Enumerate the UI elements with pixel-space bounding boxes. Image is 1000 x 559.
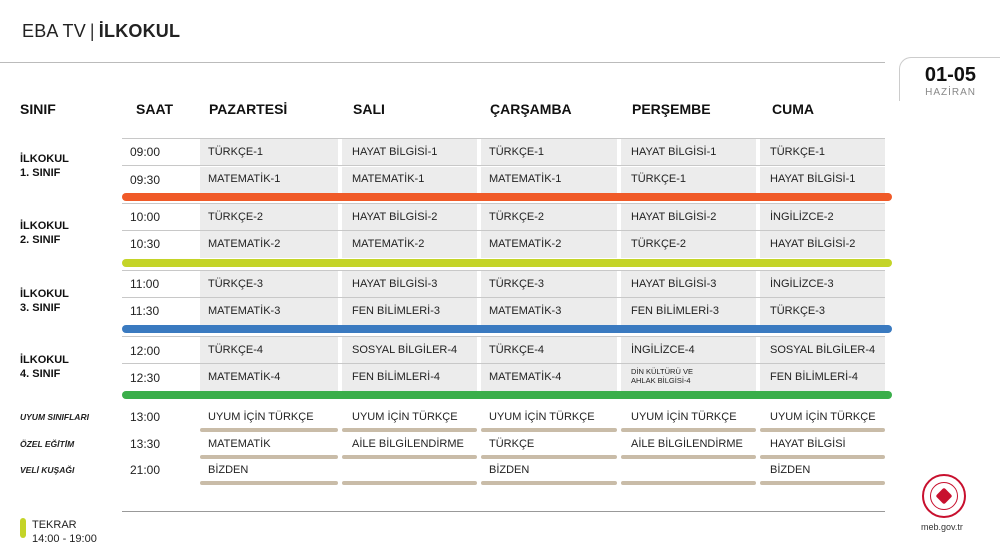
level-label: İLKOKUL [98, 21, 181, 41]
lesson-cell: TÜRKÇE-4 [489, 344, 545, 356]
lesson-cell: MATEMATİK-2 [489, 238, 562, 250]
date-month: HAZİRAN [925, 87, 976, 98]
slot-time: 11:30 [130, 304, 160, 318]
lesson-cell: TÜRKÇE-1 [631, 173, 687, 185]
slot-time: 10:30 [130, 237, 161, 251]
lesson-cell: TÜRKÇE-1 [208, 146, 264, 158]
lesson-cell: FEN BİLİMLERİ-4 [770, 371, 859, 383]
meb-logo-icon [922, 474, 966, 518]
grid-rule [122, 363, 885, 364]
grid-rule [122, 336, 885, 337]
column-header-friday: CUMA [772, 101, 814, 117]
slot-time: 13:00 [130, 410, 161, 424]
special-label: ÖZEL EĞİTİM [20, 439, 75, 449]
lesson-cell: TÜRKÇE-3 [208, 278, 264, 290]
lesson-cell: AİLE BİLGİLENDİRME [352, 438, 464, 450]
special-label: UYUM SINIFLARI [20, 412, 89, 422]
lesson-cell-small: DİN KÜLTÜRÜ VE AHLAK BİLGİSİ-4 [631, 367, 693, 385]
lesson-cell: BİZDEN [770, 464, 811, 476]
lesson-cell: FEN BİLİMLERİ-3 [631, 305, 720, 317]
grid-rule [122, 138, 885, 139]
repeat-color-marker [20, 518, 26, 538]
lesson-cell: TÜRKÇE-3 [489, 278, 545, 290]
class-label-2: İLKOKUL 2. SINIF [20, 220, 69, 246]
lesson-cell: TÜRKÇE-4 [208, 344, 264, 356]
slot-time: 21:00 [130, 463, 161, 477]
grid-rule [122, 203, 885, 204]
lesson-cell: HAYAT BİLGİSİ-3 [631, 278, 717, 290]
lesson-cell: MATEMATİK-2 [208, 238, 281, 250]
lesson-cell: TÜRKÇE-2 [208, 211, 264, 223]
column-header-tuesday: SALI [353, 101, 385, 117]
lesson-cell: TÜRKÇE-2 [631, 238, 687, 250]
slot-time: 13:30 [130, 437, 161, 451]
class-band-1 [122, 193, 892, 201]
class-label-3: İLKOKUL 3. SINIF [20, 288, 69, 314]
class-label-4: İLKOKUL 4. SINIF [20, 354, 69, 380]
lesson-cell: UYUM İÇİN TÜRKÇE [631, 411, 737, 423]
repeat-label: TEKRAR [32, 519, 77, 531]
repeat-time: 14:00 - 19:00 [32, 533, 97, 545]
slot-time: 11:00 [130, 277, 160, 291]
lesson-cell: MATEMATİK-3 [489, 305, 562, 317]
lesson-cell: MATEMATİK-3 [208, 305, 281, 317]
lesson-cell: MATEMATİK-1 [208, 173, 281, 185]
lesson-cell: HAYAT BİLGİSİ-1 [352, 146, 438, 158]
class-band-4 [122, 391, 892, 399]
lesson-cell: İNGİLİZCE-2 [770, 211, 834, 223]
lesson-cell: MATEMATİK-2 [352, 238, 425, 250]
lesson-cell: BİZDEN [208, 464, 249, 476]
lesson-cell: TÜRKÇE-2 [489, 211, 545, 223]
grid-rule [122, 270, 885, 271]
title-separator: | [89, 21, 95, 41]
lesson-cell: MATEMATİK-4 [489, 371, 562, 383]
lesson-cell: SOSYAL BİLGİLER-4 [770, 344, 876, 356]
lesson-cell: AİLE BİLGİLENDİRME [631, 438, 743, 450]
slot-time: 09:00 [130, 145, 161, 159]
lesson-cell: UYUM İÇİN TÜRKÇE [352, 411, 458, 423]
lesson-cell: HAYAT BİLGİSİ-1 [770, 173, 856, 185]
grid-rule [122, 297, 885, 298]
lesson-cell: HAYAT BİLGİSİ-3 [352, 278, 438, 290]
lesson-cell: MATEMATİK-1 [489, 173, 562, 185]
lesson-cell: MATEMATİK-1 [352, 173, 425, 185]
lesson-cell: TÜRKÇE-3 [770, 305, 826, 317]
column-header-time: SAAT [136, 101, 174, 117]
lesson-cell: İNGİLİZCE-3 [770, 278, 834, 290]
lesson-cell: SOSYAL BİLGİLER-4 [352, 344, 458, 356]
lesson-cell: HAYAT BİLGİSİ-2 [631, 211, 717, 223]
slot-time: 10:00 [130, 210, 161, 224]
lesson-cell: HAYAT BİLGİSİ [770, 438, 846, 450]
special-label: VELİ KUŞAĞI [20, 465, 75, 475]
site-label: meb.gov.tr [921, 522, 963, 532]
grid-rule [122, 165, 885, 166]
class-label-1: İLKOKUL 1. SINIF [20, 153, 69, 179]
date-range: 01-05 [924, 64, 976, 86]
bottom-divider [122, 511, 885, 512]
class-band-3 [122, 325, 892, 333]
lesson-cell: MATEMATİK-4 [208, 371, 281, 383]
lesson-cell: FEN BİLİMLERİ-3 [352, 305, 441, 317]
lesson-cell: TÜRKÇE-1 [489, 146, 545, 158]
lesson-cell: FEN BİLİMLERİ-4 [352, 371, 441, 383]
lesson-cell: BİZDEN [489, 464, 530, 476]
top-divider [0, 62, 885, 63]
column-header-wednesday: ÇARŞAMBA [490, 101, 572, 117]
lesson-cell: UYUM İÇİN TÜRKÇE [770, 411, 876, 423]
lesson-cell: İNGİLİZCE-4 [631, 344, 695, 356]
column-header-class: SINIF [20, 101, 56, 117]
lesson-cell: UYUM İÇİN TÜRKÇE [489, 411, 595, 423]
column-header-thursday: PERŞEMBE [632, 101, 711, 117]
slot-time: 12:30 [130, 371, 161, 385]
lesson-cell: HAYAT BİLGİSİ-2 [770, 238, 856, 250]
page-title [22, 21, 180, 42]
class-band-2 [122, 259, 892, 267]
slot-time: 09:30 [130, 173, 161, 187]
grid-rule [122, 230, 885, 231]
slot-time: 12:00 [130, 344, 161, 358]
lesson-cell: MATEMATİK [208, 438, 271, 450]
lesson-cell: UYUM İÇİN TÜRKÇE [208, 411, 314, 423]
lesson-cell: TÜRKÇE [489, 438, 535, 450]
lesson-cell: TÜRKÇE-1 [770, 146, 826, 158]
lesson-cell: HAYAT BİLGİSİ-1 [631, 146, 717, 158]
lesson-cell: HAYAT BİLGİSİ-2 [352, 211, 438, 223]
column-header-monday: PAZARTESİ [209, 101, 288, 117]
brand-label: EBA TV [22, 21, 86, 41]
